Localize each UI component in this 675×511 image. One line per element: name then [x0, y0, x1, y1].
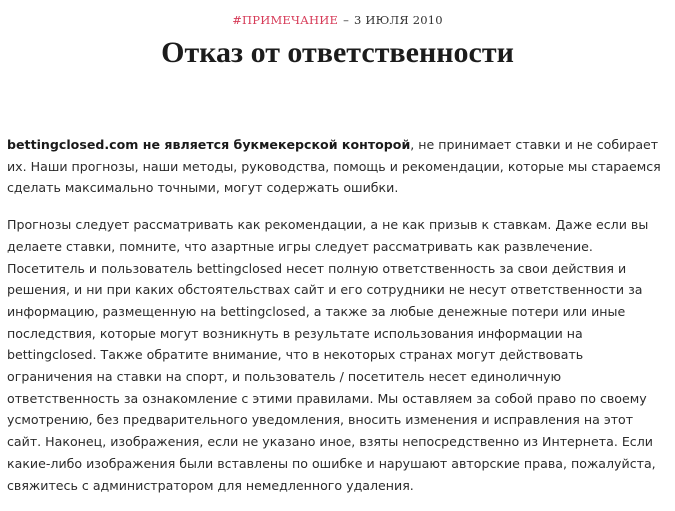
intro-bold-statement: bettingclosed.com не является букмекерской конторой — [7, 137, 411, 152]
category-tag-link[interactable]: #ПРИМЕЧАНИЕ — [232, 13, 339, 27]
paragraph-intro — [7, 134, 669, 199]
post-date: 3 ИЮЛЯ 2010 — [354, 13, 443, 27]
paragraph-disclaimer: Прогнозы следует рассматривать как рекомендации, а не как призыв к ставкам. Даже если вы делаете ставки, помните, что азартные игры следует рассматривать как развлечение. Посетитель и пользователь bettingclosed несет полную ответственность за свои действия и решения, и ни при каких обстоятельствах сайт и его сотрудники не несут ответственности за информацию, размещенную на bettingclosed, а также за любые денежные потери или иные последствия, которые могут возникнуть в результате использования информации на bettingclosed. Также обратите внимание, что в некоторых странах могут действовать ограничения на ставки на спорт, и пользователь / посетитель несет единоличную ответственность за ознакомление с этими правилами. Мы оставляем за собой право по своему усмотрению, без предварительного уведомления, вносить изменения и исправления на этот сайт. Наконец, изображения, если не указано иное, взяты непосредственно из Интернета. Если какие-либо изображения были вставлены по ошибке и нарушают авторские права, пожалуйста, свяжитесь с администратором для немедленного удаления. — [7, 217, 656, 493]
post-meta — [0, 12, 675, 28]
intro-text: , не принимает ставки и не собирает их. Наши прогнозы, наши методы, руководства, помощь и рекомендации, которые мы стараемся сделать максимально точными, могут содержать ошибки. — [7, 137, 661, 196]
article-body — [7, 134, 669, 511]
meta-separator: – — [343, 13, 350, 27]
page-title: Отказ от ответственности — [161, 36, 514, 69]
